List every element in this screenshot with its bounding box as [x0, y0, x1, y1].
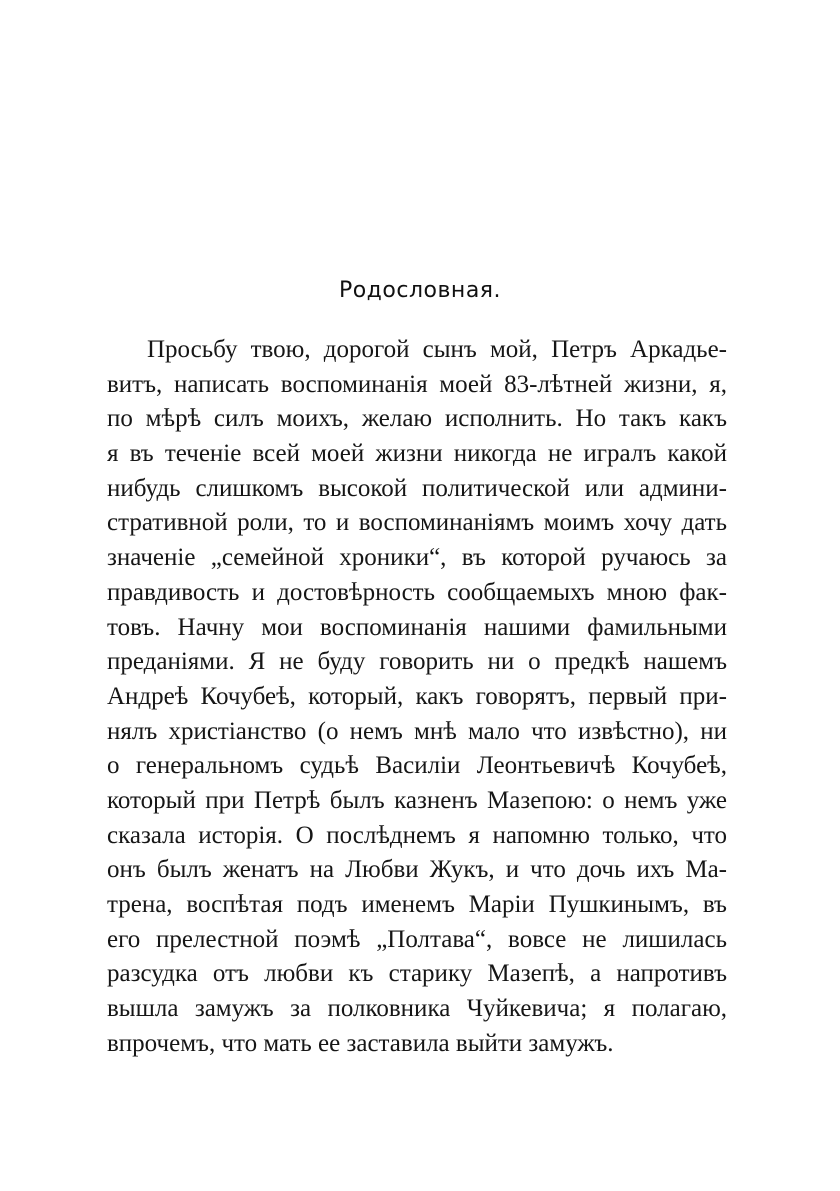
text-line: нибудь слишкомъ высокой политической или админи-: [107, 474, 727, 502]
text-line: разсудка отъ любви къ старику Мазепѣ, а напротивъ: [107, 960, 727, 988]
text-line: правдивость и достовѣрность сообщаемыхъ мною фак-: [107, 578, 727, 606]
text-line: который при Петрѣ былъ казненъ Мазепою: о немъ уже: [107, 786, 727, 814]
text-line: впрочемъ, что мать ее заставила выйти замужъ.: [107, 1029, 614, 1057]
text-line: нялъ христіанство (о немъ мнѣ мало что извѣстно), ни: [107, 717, 727, 745]
text-line: значеніе „семейной хроники“, въ которой ручаюсь за: [107, 544, 727, 572]
text-line: стративной роли, то и воспоминаніямъ моимъ хочу дать: [107, 509, 727, 537]
text-line: вышла замужъ за полковника Чуйкевича; я полагаю,: [107, 995, 727, 1023]
text-line: я въ теченіе всей моей жизни никогда не игралъ какой: [107, 440, 727, 468]
text-line: Просьбу твою, дорогой сынъ мой, Петръ Аркадье-: [147, 336, 727, 363]
text-line: Андреѣ Кочубеѣ, который, какъ говорятъ, первый при-: [107, 682, 727, 710]
text-line: сказала исторія. О послѣднемъ я напомню только, что: [107, 821, 727, 849]
page-title: Родословная.: [338, 278, 502, 303]
text-line: товъ. Начну мои воспоминанія нашими фамильными: [107, 613, 727, 641]
text-line: витъ, написать воспоминанія моей 83-лѣтней жизни, я,: [107, 370, 727, 398]
text-line: его прелестной поэмѣ „Полтава“, вовсе не лишилась: [107, 925, 727, 953]
text-line: о генеральномъ судьѣ Василіи Леонтьевичѣ Кочубеѣ,: [107, 752, 727, 780]
text-line: преданіями. Я не буду говорить ни о предкѣ нашемъ: [107, 648, 727, 676]
main-paragraph: [107, 333, 727, 1061]
text-line: по мѣрѣ силъ моихъ, желаю исполнить. Но такъ какъ: [107, 405, 727, 433]
text-line: трена, воспѣтая подъ именемъ Маріи Пушкинымъ, въ: [107, 891, 727, 918]
text-line: онъ былъ женатъ на Любви Жукъ, и что дочь ихъ Ма-: [107, 856, 727, 884]
